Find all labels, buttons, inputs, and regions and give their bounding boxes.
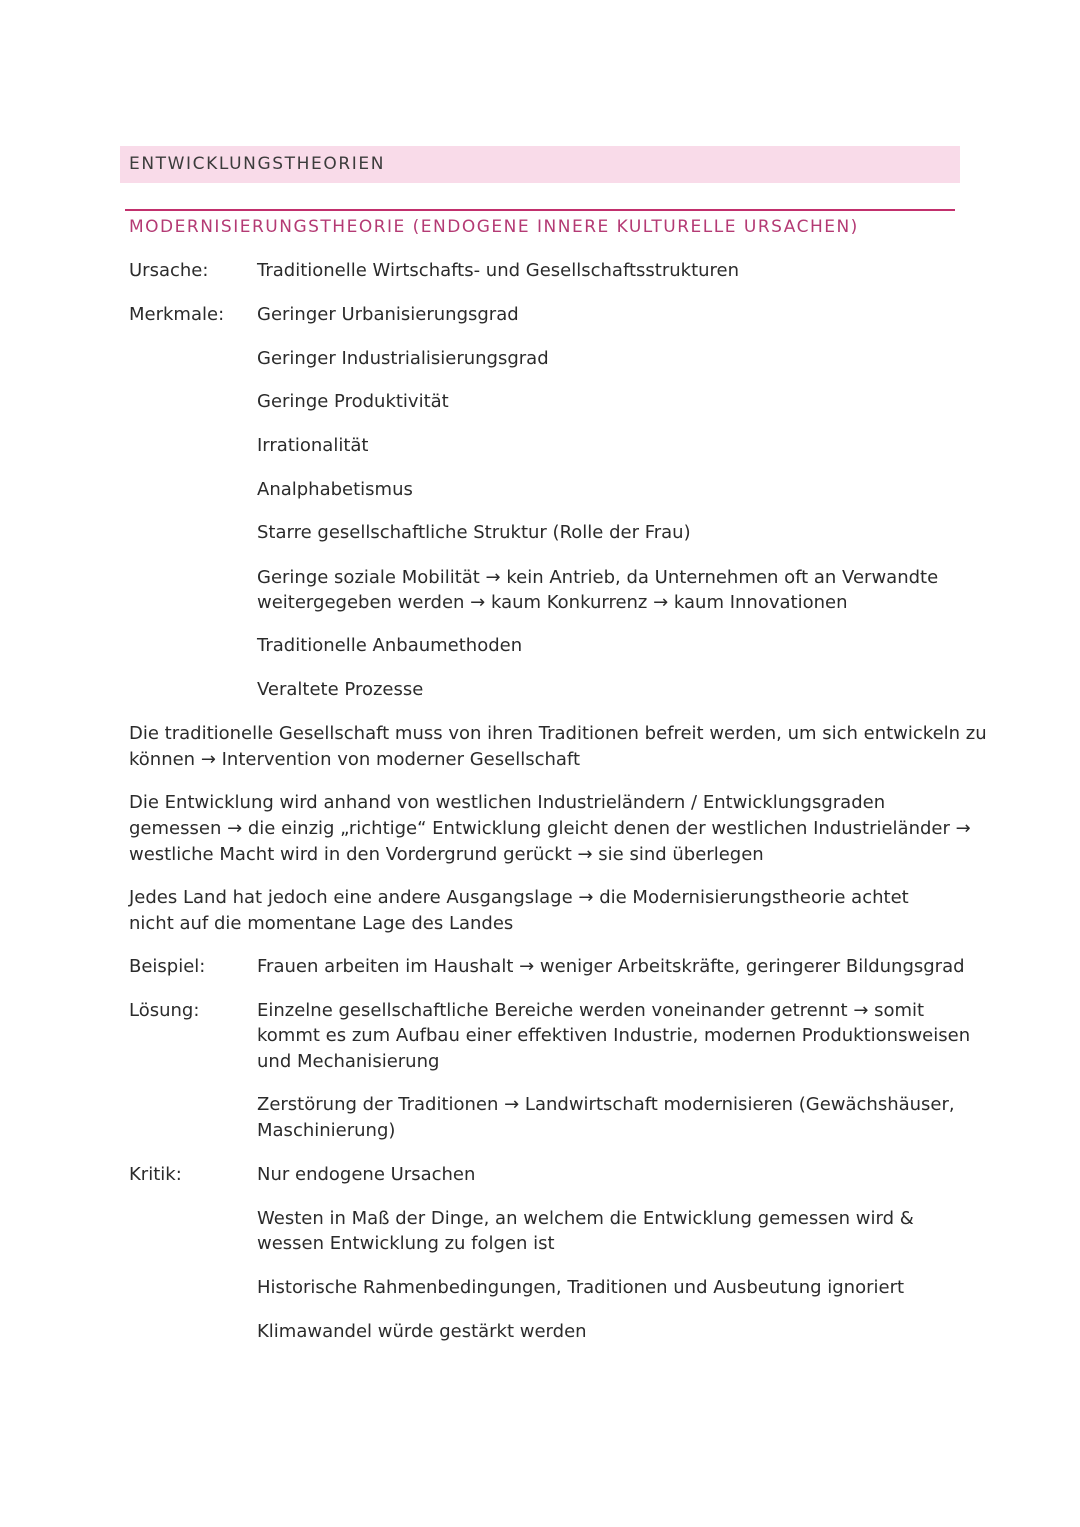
merkmal-item-line: weitergegeben werden → kaum Konkurrenz → kaum Innovationen xyxy=(257,592,848,613)
kritik-item: Nur endogene Ursachen xyxy=(257,1164,476,1185)
loesung-label: Lösung: xyxy=(129,1000,200,1021)
kritik-item-line: Westen in Maß der Dinge, an welchem die Entwicklung gemessen wird & xyxy=(257,1208,914,1229)
paragraph-line: Die Entwicklung wird anhand von westlichen Industrieländern / Entwicklungsgraden xyxy=(129,792,886,813)
ursache-text: Traditionelle Wirtschafts- und Gesellschaftsstrukturen xyxy=(257,260,740,281)
merkmal-item: Irrationalität xyxy=(257,435,369,456)
merkmal-item: Geringer Industrialisierungsgrad xyxy=(257,348,549,369)
merkmal-item: Geringe Produktivität xyxy=(257,391,449,412)
loesung-item-line: und Mechanisierung xyxy=(257,1051,440,1072)
merkmal-item-line: Geringe soziale Mobilität → kein Antrieb, da Unternehmen oft an Verwandte xyxy=(257,567,939,588)
merkmal-item: Traditionelle Anbaumethoden xyxy=(257,635,523,656)
kritik-item-line: wessen Entwicklung zu folgen ist xyxy=(257,1233,555,1254)
kritik-label: Kritik: xyxy=(129,1164,182,1185)
loesung-item-line: Einzelne gesellschaftliche Bereiche werden voneinander getrennt → somit xyxy=(257,1000,925,1021)
section-heading: MODERNISIERUNGSTHEORIE (ENDOGENE INNERE KULTURELLE URSACHEN) xyxy=(129,217,859,237)
loesung-item-line: Zerstörung der Traditionen → Landwirtschaft modernisieren (Gewächshäuser, xyxy=(257,1094,955,1115)
section-divider xyxy=(125,209,955,211)
paragraph-line: gemessen → die einzig „richtige“ Entwicklung gleicht denen der westlichen Industrieländer → xyxy=(129,818,971,839)
merkmal-item: Veraltete Prozesse xyxy=(257,679,424,700)
beispiel-text: Frauen arbeiten im Haushalt → weniger Arbeitskräfte, geringerer Bildungsgrad xyxy=(257,956,965,977)
loesung-item-line: kommt es zum Aufbau einer effektiven Industrie, modernen Produktionsweisen xyxy=(257,1025,971,1046)
title-banner xyxy=(120,146,960,183)
merkmal-item: Starre gesellschaftliche Struktur (Rolle der Frau) xyxy=(257,522,691,543)
paragraph-line: können → Intervention von moderner Gesellschaft xyxy=(129,749,581,770)
merkmal-item: Analphabetismus xyxy=(257,479,413,500)
paragraph-line: westliche Macht wird in den Vordergrund gerückt → sie sind überlegen xyxy=(129,844,764,865)
ursache-label: Ursache: xyxy=(129,260,209,281)
loesung-item-line: Maschinierung) xyxy=(257,1120,396,1141)
paragraph-line: Jedes Land hat jedoch eine andere Ausgangslage → die Modernisierungstheorie achtet xyxy=(129,887,909,908)
paragraph-line: Die traditionelle Gesellschaft muss von ihren Traditionen befreit werden, um sich entwickeln zu xyxy=(129,723,987,744)
kritik-item: Klimawandel würde gestärkt werden xyxy=(257,1321,587,1342)
kritik-item: Historische Rahmenbedingungen, Traditionen und Ausbeutung ignoriert xyxy=(257,1277,905,1298)
merkmale-label: Merkmale: xyxy=(129,304,225,325)
paragraph-line: nicht auf die momentane Lage des Landes xyxy=(129,913,514,934)
merkmal-item: Geringer Urbanisierungsgrad xyxy=(257,304,519,325)
page-title: ENTWICKLUNGSTHEORIEN xyxy=(129,154,386,174)
beispiel-label: Beispiel: xyxy=(129,956,206,977)
